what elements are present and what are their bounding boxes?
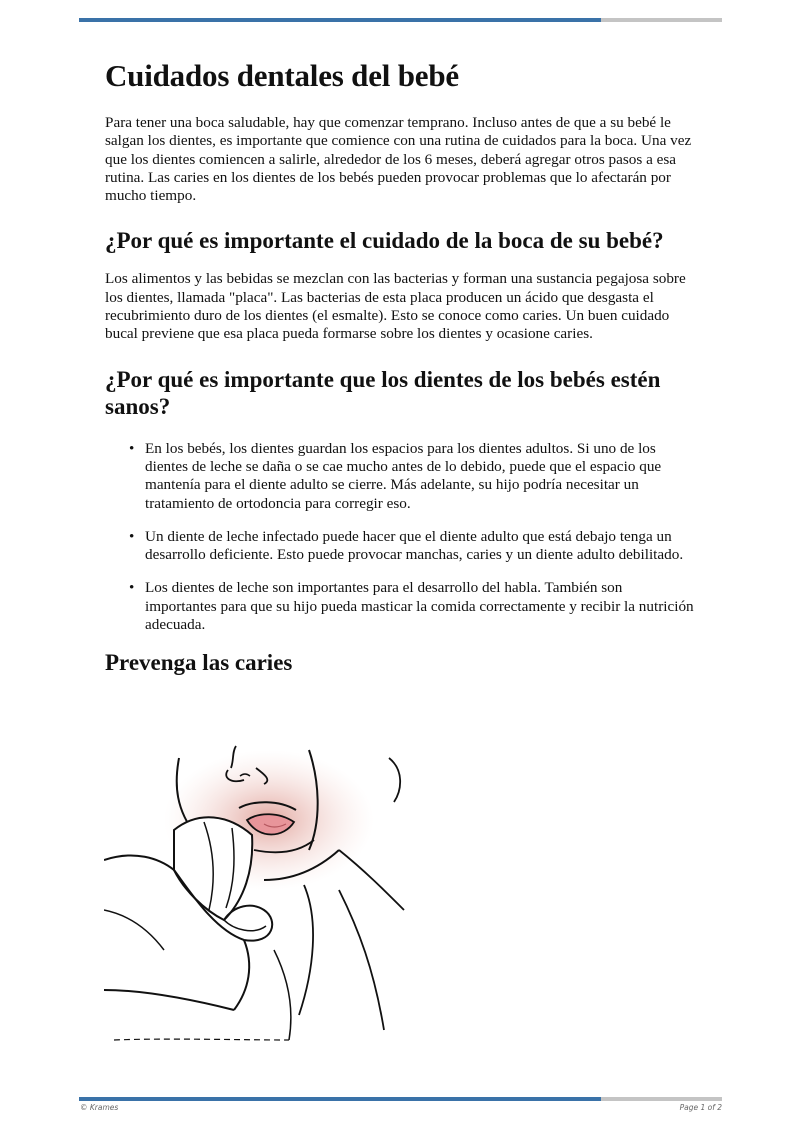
section-heading-prevent-caries: Prevenga las caries <box>105 650 293 676</box>
bullet-icon: • <box>129 439 135 457</box>
bullet-icon: • <box>129 527 135 545</box>
footer-page-number: Page 1 of 2 <box>679 1103 722 1112</box>
footer-rule-accent <box>79 1097 601 1101</box>
footer-rule <box>79 1097 722 1101</box>
baby-mouth-cleaning-illustration <box>104 740 409 1045</box>
section-heading-healthy-teeth: ¿Por qué es importante que los dientes de los bebés estén sanos? <box>105 366 661 419</box>
section-body-oral-care: Los alimentos y las bebidas se mezclan con las bacterias y forman una sustancia pegajosa sobre los dientes, llamada "placa". Las bacterias de esta placa producen un ácido que desgasta el recubrimiento duro de los dientes (el esmalte). Esto se conoce como caries. Un buen cuidado bucal previene que esa placa pueda formarse sobre los dientes y ocasione caries. <box>105 270 686 343</box>
section-heading-oral-care: ¿Por qué es importante el cuidado de la boca de su bebé? <box>105 228 664 254</box>
bullet-icon: • <box>129 579 135 597</box>
document-body <box>105 56 697 692</box>
header-rule-accent <box>79 18 601 22</box>
list-item <box>129 439 697 513</box>
list-item-text: Los dientes de leche son importantes para el desarrollo del habla. También son importantes para que su hijo pueda masticar la comida correctamente y recibir la nutrición adecuada. <box>145 579 694 634</box>
header-rule <box>79 18 722 22</box>
list-item-text: Un diente de leche infectado puede hacer que el diente adulto que está debajo tenga un desarrollo deficiente. Esto puede provocar manchas, caries y un diente adulto debilitado. <box>145 527 684 564</box>
page-title: Cuidados dentales del bebé <box>105 58 459 93</box>
footer-copyright: © Krames <box>80 1103 119 1112</box>
intro-paragraph: Para tener una boca saludable, hay que comenzar temprano. Incluso antes de que a su bebé le salgan los dientes, es importante que comience con una rutina de cuidados para la boca. Una vez que los dientes comiencen a salirle, alrededor de los 6 meses, deberá agregar otros pasos a esa rutina. Las caries en los dientes de los bebés pueden provocar problemas que lo afectarán por mucho tiempo. <box>105 114 692 205</box>
list-item-text: En los bebés, los dientes guardan los espacios para los dientes adultos. Si uno de los dientes de leche se daña o se cae mucho antes de lo debido, puede que el espacio que mantenía para el diente adulto se cierre. Más adelante, su hijo podría necesitar un tratamiento de ortodoncia para corregir eso. <box>145 439 662 512</box>
header-rule-track <box>601 18 722 22</box>
footer-rule-track <box>601 1097 722 1101</box>
list-item <box>129 579 697 634</box>
list-item <box>129 527 697 565</box>
healthy-teeth-list <box>105 440 697 635</box>
